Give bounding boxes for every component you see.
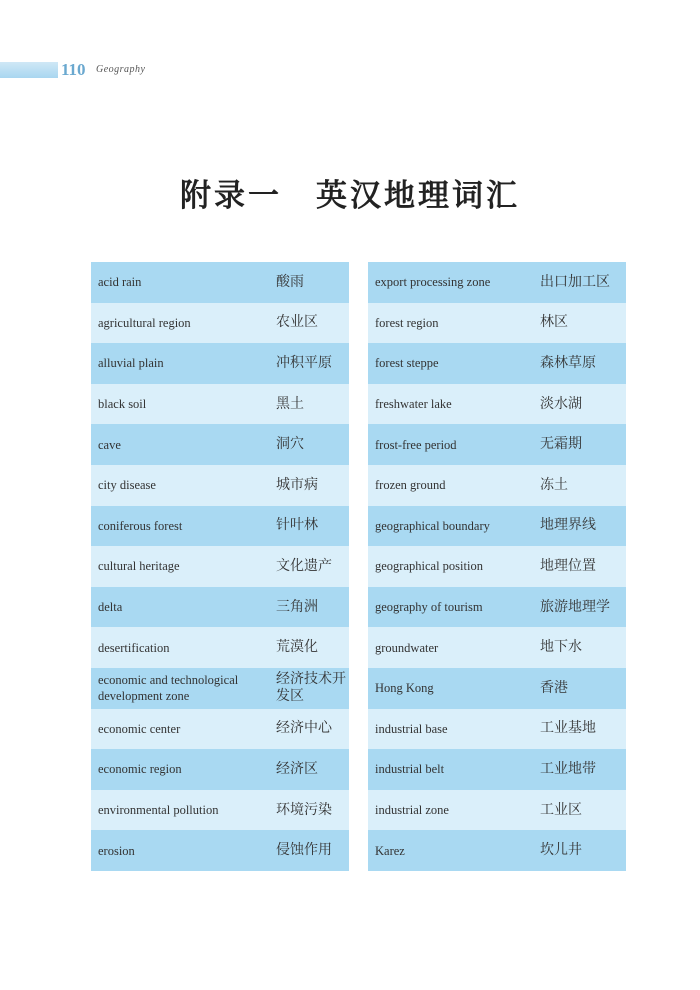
- term-chinese: 无霜期: [540, 436, 582, 453]
- term-english: economic and technological development zone: [98, 673, 239, 704]
- term-english: industrial zone: [375, 803, 449, 818]
- term-chinese: 洞穴: [276, 436, 304, 453]
- glossary-row: [368, 627, 626, 668]
- term-english: city disease: [98, 478, 156, 493]
- term-english: acid rain: [98, 275, 142, 290]
- term-english: black soil: [98, 397, 147, 412]
- term-english: industrial base: [375, 721, 448, 736]
- term-english: Karez: [375, 843, 405, 858]
- term-english: desertification: [98, 640, 170, 655]
- glossary-row: [91, 790, 349, 831]
- term-chinese: 地理位置: [540, 557, 596, 574]
- glossary-row: [91, 384, 349, 425]
- term-chinese: 冻土: [540, 476, 568, 493]
- term-chinese: 农业区: [276, 314, 318, 331]
- term-chinese: 旅游地理学: [540, 598, 610, 615]
- term-english: geographical position: [375, 559, 483, 574]
- term-english: cave: [98, 437, 121, 452]
- term-chinese: 地下水: [540, 639, 582, 656]
- glossary-row: [91, 506, 349, 547]
- term-english: economic center: [98, 721, 181, 736]
- glossary-row: [91, 709, 349, 750]
- glossary-row: [368, 303, 626, 344]
- term-chinese: 文化遗产: [276, 557, 332, 574]
- glossary-row: [368, 668, 626, 709]
- term-english: environmental pollution: [98, 803, 219, 818]
- glossary-row: [368, 790, 626, 831]
- term-chinese: 经济技术开发区: [276, 671, 346, 705]
- term-chinese: 针叶林: [276, 517, 318, 534]
- glossary-row: [368, 343, 626, 384]
- term-english: frozen ground: [375, 478, 446, 493]
- term-chinese: 经济中心: [276, 720, 332, 737]
- term-english: Hong Kong: [375, 681, 434, 696]
- page-header: [0, 60, 700, 80]
- glossary-row: [91, 546, 349, 587]
- term-chinese: 三角洲: [276, 598, 318, 615]
- glossary-row: [91, 262, 349, 303]
- glossary-row: [368, 749, 626, 790]
- term-english: freshwater lake: [375, 397, 452, 412]
- glossary-row: [368, 546, 626, 587]
- term-english: groundwater: [375, 640, 439, 655]
- term-chinese: 工业地带: [540, 760, 596, 777]
- glossary-row: [368, 424, 626, 465]
- term-chinese: 黑土: [276, 395, 304, 412]
- term-chinese: 工业区: [540, 801, 582, 818]
- term-chinese: 荒漠化: [276, 639, 318, 656]
- glossary-table-right: [368, 262, 626, 871]
- term-english: frost-free period: [375, 437, 457, 452]
- glossary-row: [368, 465, 626, 506]
- term-english: erosion: [98, 843, 135, 858]
- term-english: export processing zone: [375, 275, 491, 290]
- term-chinese: 出口加工区: [540, 273, 610, 290]
- term-english: cultural heritage: [98, 559, 180, 574]
- term-chinese: 坎儿井: [540, 842, 582, 859]
- term-chinese: 林区: [540, 314, 568, 331]
- glossary-row: [91, 749, 349, 790]
- glossary-row: [91, 465, 349, 506]
- term-english: economic region: [98, 762, 182, 777]
- term-english: forest region: [375, 315, 439, 330]
- glossary-row: [91, 587, 349, 628]
- term-chinese: 地理界线: [540, 517, 596, 534]
- term-chinese: 淡水湖: [540, 395, 582, 412]
- term-chinese: 香港: [540, 679, 568, 696]
- term-english: delta: [98, 600, 123, 615]
- glossary-row: [91, 303, 349, 344]
- term-chinese: 环境污染: [276, 801, 332, 818]
- glossary-row: [368, 506, 626, 547]
- term-chinese: 侵蚀作用: [276, 842, 332, 859]
- term-english: geography of tourism: [375, 600, 483, 615]
- glossary-row: [368, 709, 626, 750]
- glossary-row: [368, 384, 626, 425]
- term-chinese: 冲积平原: [276, 354, 332, 371]
- glossary-row: [91, 627, 349, 668]
- term-chinese: 工业基地: [540, 720, 596, 737]
- term-english: alluvial plain: [98, 356, 164, 371]
- glossary-row: [91, 424, 349, 465]
- page-number: 110: [61, 60, 86, 79]
- glossary-row: [368, 262, 626, 303]
- term-chinese: 城市病: [276, 476, 318, 493]
- glossary-row: [368, 587, 626, 628]
- page-title: 附录一 英汉地理词汇: [180, 178, 520, 214]
- glossary-row: [91, 830, 349, 871]
- header-accent-bar: [0, 62, 58, 78]
- term-english: agricultural region: [98, 315, 191, 330]
- glossary-table-left: [91, 262, 349, 871]
- term-chinese: 酸雨: [276, 273, 304, 290]
- term-english: coniferous forest: [98, 518, 183, 533]
- term-chinese: 森林草原: [540, 354, 596, 371]
- term-english: geographical boundary: [375, 518, 490, 533]
- glossary-row: [91, 343, 349, 384]
- header-subject: Geography: [96, 64, 146, 75]
- term-english: industrial belt: [375, 762, 445, 777]
- term-chinese: 经济区: [276, 760, 318, 777]
- glossary-row: [368, 830, 626, 871]
- term-english: forest steppe: [375, 356, 439, 371]
- glossary-row: [91, 668, 349, 709]
